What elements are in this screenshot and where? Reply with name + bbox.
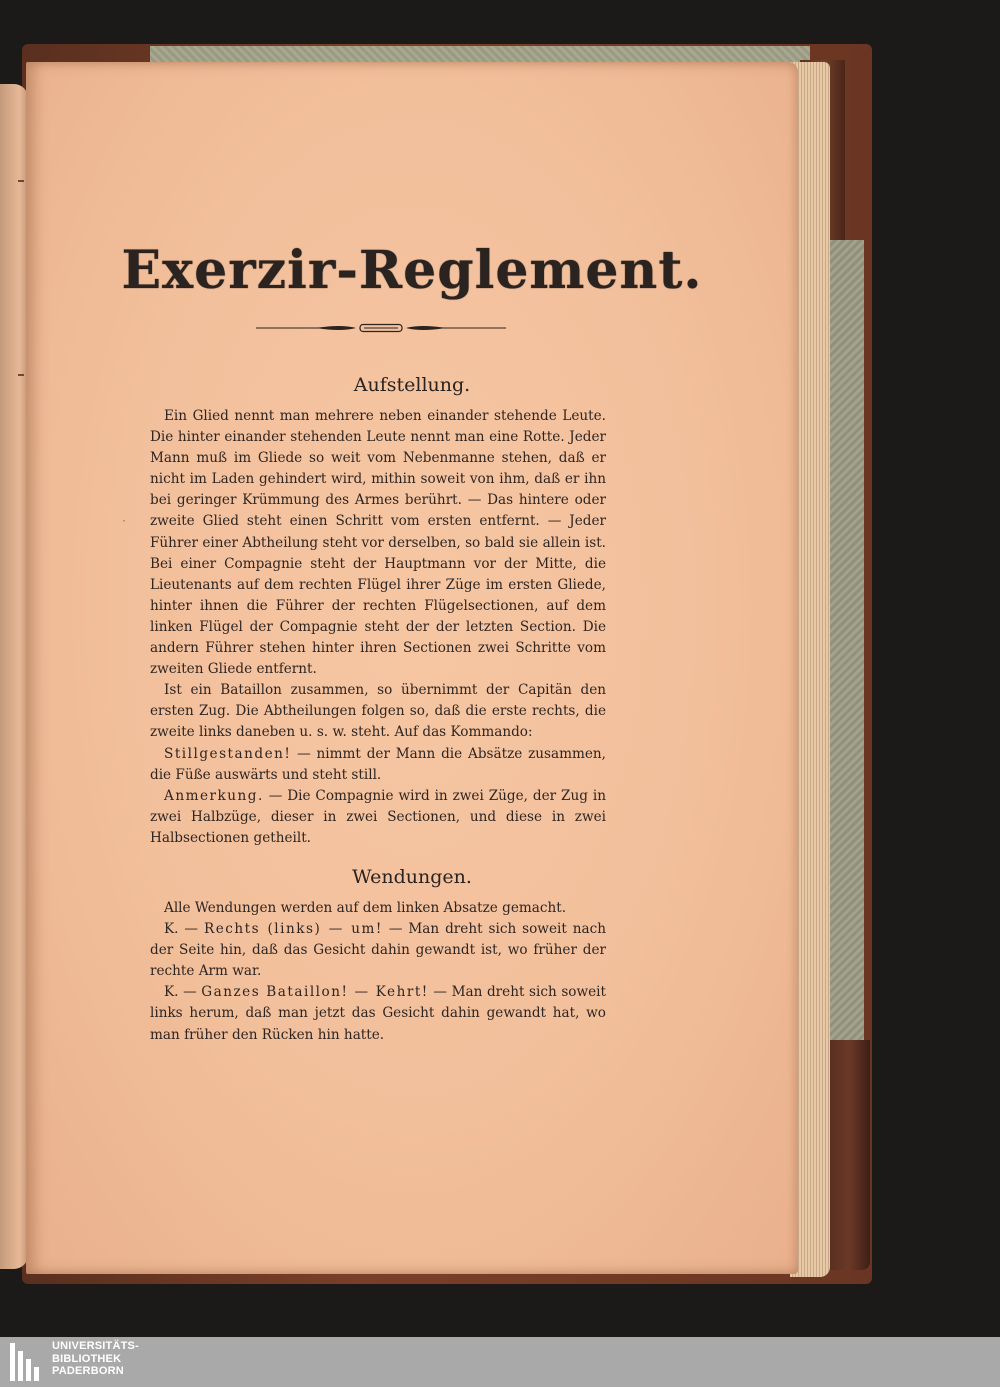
command-paragraph (150, 919, 606, 982)
paragraph: Alle Wendungen werden auf dem linken Absatze gemacht. (164, 900, 567, 916)
library-logo-text (52, 1340, 212, 1378)
left-page-edge (0, 84, 28, 1269)
book-page (26, 62, 798, 1274)
title-ornament-rule (256, 322, 506, 334)
command-keyword: Rechts (links) — um! (203, 921, 383, 938)
note-text: — Die Compagnie wird in zwei Züge, der Zug in zwei Halbzüge, dieser in zwei Sectionen, und diese in zwei Halbsectionen getheilt. (150, 787, 606, 846)
command-text: — nimmt der Mann die Absätze zusammen, die Füße auswärts und steht still. (150, 745, 606, 783)
command-prefix: K. — (164, 984, 202, 1001)
logo-line: UNIVERSITÄTS- (52, 1340, 139, 1352)
section-heading-aufstellung: Aufstellung. (353, 374, 471, 396)
library-footer-banner (0, 1337, 1000, 1387)
section-body-wendungen (150, 898, 606, 1046)
command-paragraph (150, 982, 606, 1045)
section-body-aufstellung (150, 406, 606, 849)
paragraph: Ein Glied nennt man mehrere neben einander stehende Leute. Die hinter einander stehenden Leute nennt man eine Rotte. Jeder Mann muß im Gliede so weit vom Nebenmanne stehen, daß er nicht im Laden gehindert wird, mithin soweit von ihm, daß er ihn bei geringer Krümmung des Armes berührt. — Das hintere oder zweite Glied steht einen Schritt vom ersten entfernt. — Jeder Führer einer Abtheilung steht vor derselben, so bald sie allein ist. Bei einer Compagnie steht der Hauptmann vor der Mitte, die Lieutenants auf dem rechten Flügel ihrer Züge im ersten Gliede, hinter ihnen die Führer der rechten Flügelsectionen, auf dem linken Flügel der Compagnie steht der der letzten Section. Die andern Führer stehen hinter ihren Sectionen zwei Schritte vom zweiten Gliede entfernt. (150, 408, 606, 678)
note-paragraph (150, 786, 606, 849)
command-text: — Man dreht sich soweit nach der Seite hin, daß das Gesicht dahin gewandt ist, wo früher der rechte Arm war. (150, 921, 606, 980)
logo-line: PADERBORN (52, 1365, 124, 1377)
section-heading-wendungen: Wendungen. (352, 866, 472, 888)
library-logo-icon (10, 1343, 44, 1381)
page-mark (18, 180, 24, 182)
command-paragraph (150, 744, 606, 786)
stray-mark: · (122, 514, 126, 528)
paragraph: Ist ein Bataillon zusammen, so übernimmt der Capitän den ersten Zug. Die Abtheilungen folgen so, daß die erste rechts, die zweite links daneben u. s. w. steht. Auf das Kommando: (150, 682, 606, 741)
page-mark (18, 374, 24, 376)
command-prefix: K. — (164, 921, 204, 938)
command-text: — Man dreht sich soweit links herum, daß man jetzt das Gesicht dahin gewandt hat, wo man früher den Rücken hin hatte. (150, 984, 606, 1043)
command-keyword: Ganzes Bataillon! — Kehrt! (201, 984, 429, 1001)
logo-line: BIBLIOTHEK (52, 1352, 122, 1365)
command-keyword: Stillgestanden! (164, 745, 292, 762)
page-title: Exerzir-Reglement. (121, 240, 703, 301)
note-keyword: Anmerkung. (164, 787, 264, 804)
